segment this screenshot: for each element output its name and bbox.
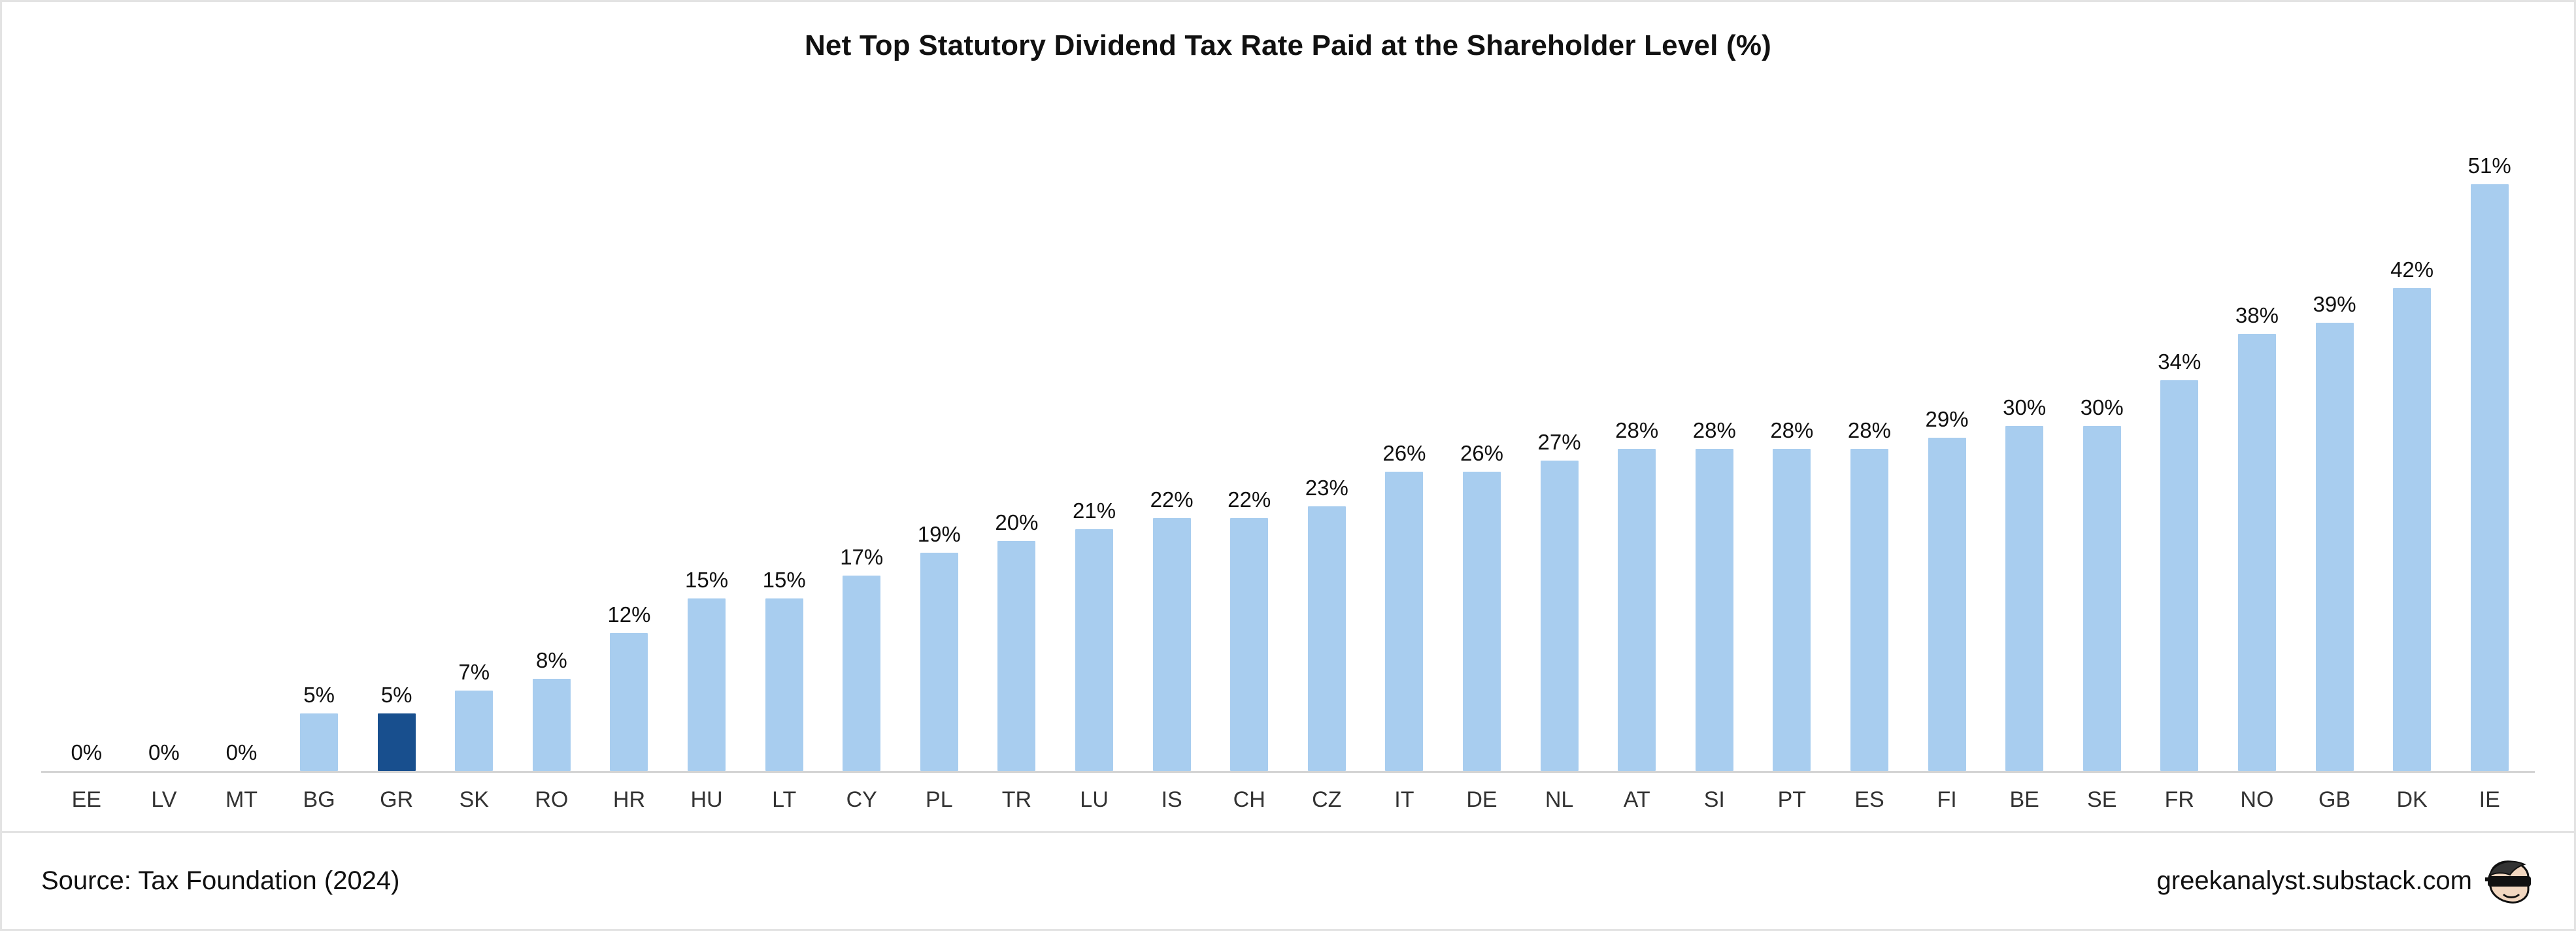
x-tick-label: CZ [1312,787,1342,812]
bar-value-label: 30% [2003,395,2047,419]
bar-column [1675,105,1753,771]
bar-value-label: 26% [1460,441,1504,466]
bar-column [125,105,203,771]
bar-value-label: 29% [1925,406,1969,431]
bar [2316,323,2354,771]
brand-block [2157,858,2535,905]
bar-series [41,105,2535,771]
x-tick-label: AT [1623,787,1650,812]
x-tick-label: CH [1233,787,1265,812]
bar-value-label: 20% [995,510,1039,534]
bar-value-label: 0% [71,740,103,764]
bar-column [1365,105,1443,771]
bar [1541,461,1579,771]
bar-value-label: 12% [607,602,651,627]
x-axis-line [41,771,2535,773]
page-title: Net Top Statutory Dividend Tax Rate Paid at the Shareholder Level (%) [804,29,1772,61]
bar-column [1211,105,1288,771]
bar-column [2373,105,2451,771]
bar-column [1520,105,1598,771]
bar [1618,449,1656,771]
x-tick-label: DK [2396,787,2428,812]
bar [2005,426,2043,771]
x-tick-label: RO [535,787,569,812]
bar-value-label: 30% [2080,395,2124,419]
bar-value-label: 39% [2313,291,2356,316]
x-tick-label: PL [926,787,953,812]
bar-value-label: 15% [685,568,729,592]
bar-column [1443,105,1521,771]
x-tick-label: IT [1394,787,1414,812]
x-tick-label: IE [2479,787,2500,812]
bar [1463,472,1501,771]
x-tick-label: ES [1854,787,1884,812]
bar-column [901,105,979,771]
bar [1230,518,1268,771]
bar [2160,380,2198,771]
bar-value-label: 42% [2390,257,2434,282]
bar [1696,449,1733,771]
bar [1850,449,1888,771]
plot-area [41,62,2535,813]
bar-column [280,105,358,771]
x-tick-label: HR [612,787,645,812]
bar-value-label: 28% [1770,418,1814,443]
x-tick-label: NL [1545,787,1574,812]
bar [843,576,880,771]
bar-value-label: 28% [1692,418,1736,443]
bar-value-label: 5% [303,683,335,707]
bar-value-label: 19% [917,521,961,546]
bar-column [2218,105,2296,771]
x-tick-label: HU [690,787,723,812]
bar-column [1831,105,1909,771]
bar [688,598,726,771]
x-tick-label: LU [1080,787,1109,812]
chart-footer [2,831,2574,929]
x-tick-label: EE [71,787,101,812]
bar-value-label: 8% [536,648,567,673]
x-tick-label: LT [772,787,797,812]
x-tick-label: SI [1703,787,1725,812]
x-tick-label: GB [2318,787,2351,812]
bar-value-label: 0% [226,740,258,764]
x-tick-label: MT [225,787,258,812]
bar-value-label: 26% [1382,441,1426,466]
bar-column [358,105,435,771]
bar-column [2141,105,2218,771]
x-tick-label: BE [2009,787,2039,812]
bar [1075,529,1113,771]
bar-column [1288,105,1366,771]
bar-value-label: 22% [1228,487,1271,512]
x-tick-label: PT [1777,787,1807,812]
bar-column [1598,105,1676,771]
bar-column [1753,105,1831,771]
bar [2238,334,2276,771]
bar-value-label: 23% [1305,476,1348,500]
x-tick-label: TR [1001,787,1032,812]
bar-column [668,105,746,771]
x-axis-labels [41,787,2535,813]
bar [1385,472,1423,771]
bar-column [203,105,280,771]
x-tick-label: FI [1937,787,1957,812]
bar-value-label: 27% [1537,429,1581,454]
x-tick-label: IS [1161,787,1182,812]
x-tick-label: FR [2164,787,2194,812]
x-tick-label: SK [459,787,489,812]
sunglasses-face-icon [2484,858,2535,905]
bar [765,598,803,771]
x-tick-label: NO [2240,787,2274,812]
bar-value-label: 28% [1615,418,1659,443]
bar-value-label: 7% [458,659,490,684]
bar-column [513,105,591,771]
bar-column [1986,105,2064,771]
bar [920,553,958,771]
bar [997,541,1035,771]
source-note: Source: Tax Foundation (2024) [41,866,400,895]
bar [1928,438,1966,771]
bar-column [1056,105,1133,771]
bar [1153,518,1191,771]
bar-value-label: 15% [762,568,806,592]
bar [455,691,493,771]
bar-column [745,105,823,771]
bar-column [2296,105,2373,771]
bar-column [978,105,1056,771]
bar-value-label: 5% [380,683,412,707]
bar-value-label: 51% [2467,154,2511,178]
bar-value-label: 17% [840,544,884,569]
bar [533,679,571,771]
bar-column [1908,105,1986,771]
bar [1308,506,1346,771]
bar-value-label: 34% [2158,349,2201,374]
bar [610,633,648,771]
bar-column [2063,105,2141,771]
bar-column [1133,105,1211,771]
x-tick-label: GR [380,787,414,812]
bar-value-label: 38% [2235,303,2279,328]
bar-value-label: 0% [148,740,180,764]
bar [1773,449,1811,771]
x-tick-label: DE [1466,787,1497,812]
bar [2471,184,2509,771]
x-tick-label: SE [2087,787,2117,812]
bar-column [590,105,668,771]
bar-value-label: 28% [1847,418,1891,443]
bar [300,713,338,771]
x-tick-label: BG [303,787,335,812]
bar-column [823,105,901,771]
bar-column [48,105,125,771]
bar [2083,426,2121,771]
x-tick-label: CY [846,787,877,812]
x-tick-label: LV [151,787,177,812]
bar-value-label: 21% [1072,498,1116,523]
bar [378,713,416,771]
brand-url: greekanalyst.substack.com [2156,866,2472,895]
bar-value-label: 22% [1150,487,1194,512]
bar-column [2451,105,2528,771]
bar [2393,288,2431,771]
bar-column [435,105,513,771]
